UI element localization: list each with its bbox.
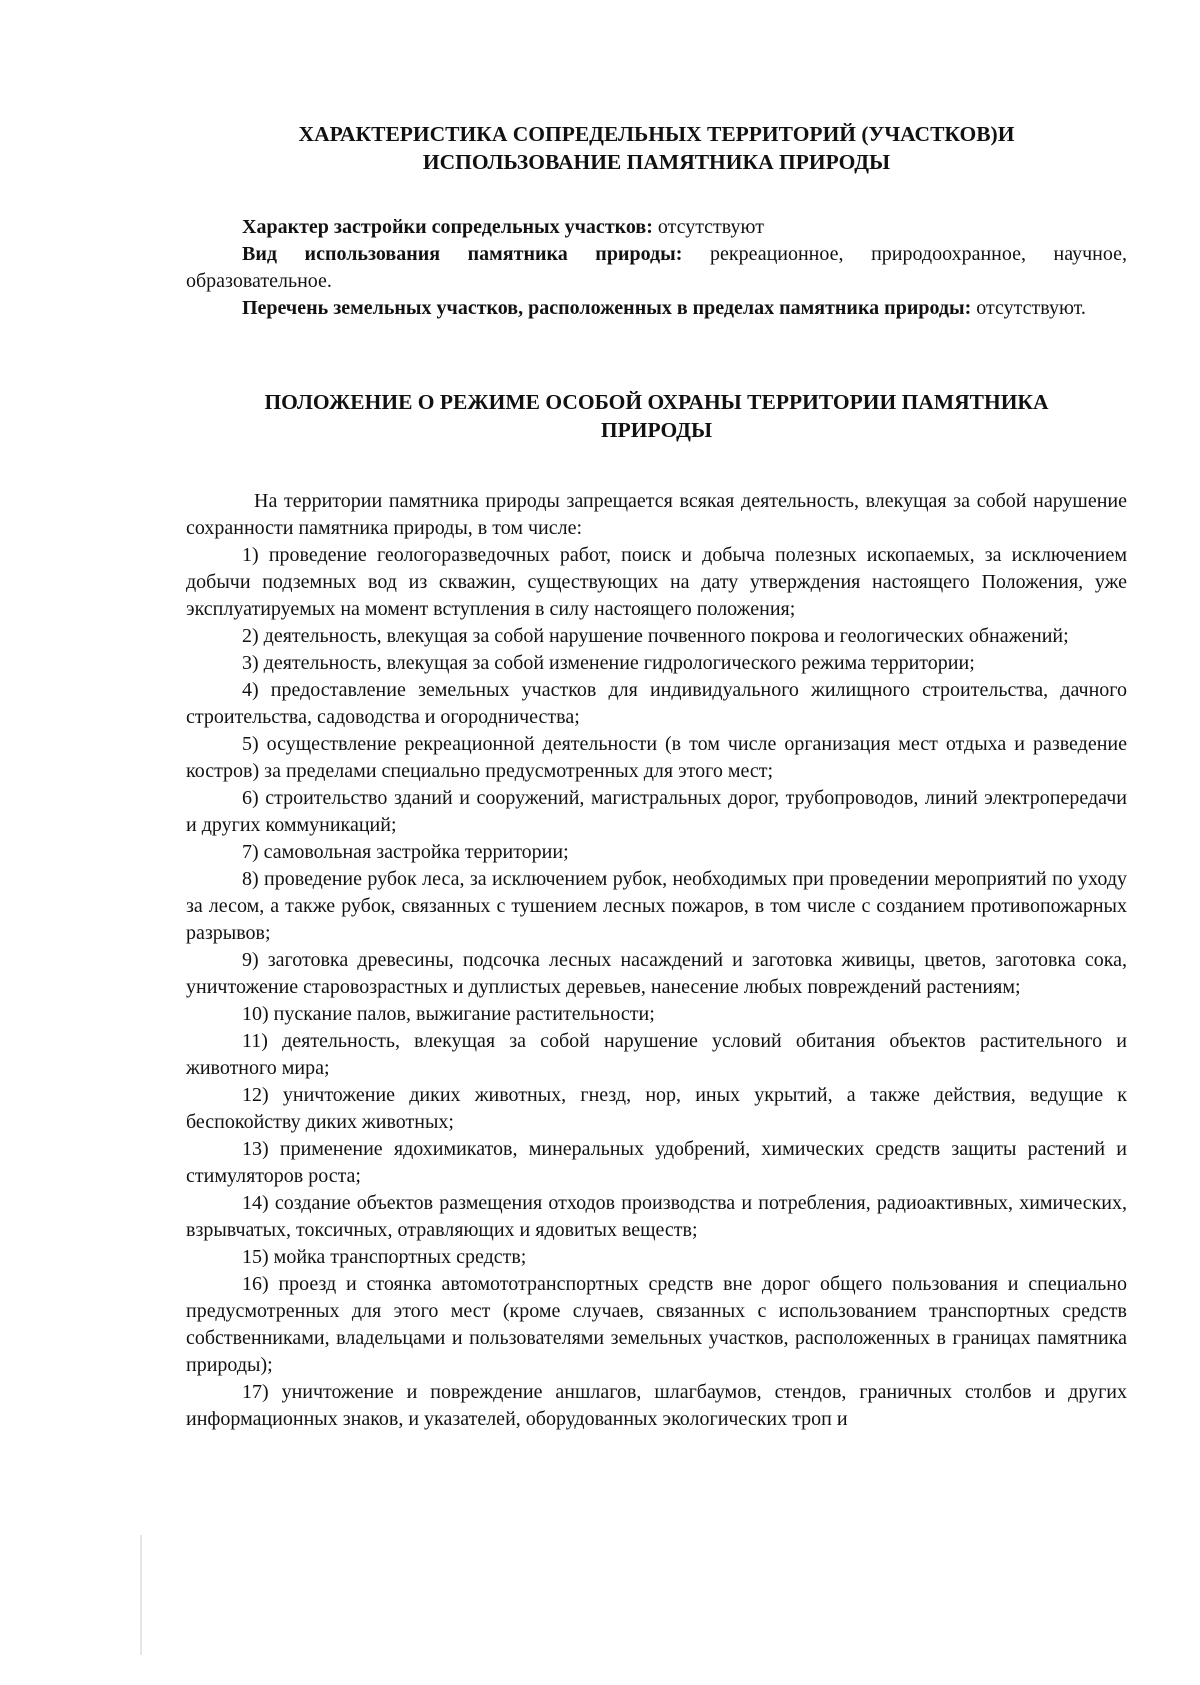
title-line: ХАРАКТЕРИСТИКА СОПРЕДЕЛЬНЫХ ТЕРРИТОРИЙ (УЧАСТКОВ)И: [298, 122, 1015, 146]
list-item: 16) проезд и стоянка автомототранспортных средств вне дорог общего пользования и специально предусмотренных для этого мест (кроме случаев, связанных с использованием транспортных средств собственниками, владельцами и пользователями земельных участков, расположенных в границах памятника природы);: [186, 1273, 1127, 1376]
field-land-plots-list: [186, 295, 1127, 322]
field-value: отсутствуют.: [971, 297, 1086, 319]
section-title-adjacent-territories: [186, 120, 1127, 176]
list-item: 12) уничтожение диких животных, гнезд, нор, иных укрытий, а также действия, ведущие к беспокойству диких животных;: [186, 1084, 1127, 1133]
field-label: Вид использования памятника природы:: [242, 243, 683, 265]
field-development-character: [186, 214, 1127, 241]
list-item: 4) предоставление земельных участков для индивидуального жилищного строительства, дачного строительства, садоводства и огородничества;: [186, 679, 1127, 728]
list-item: 5) осуществление рекреационной деятельности (в том числе организация мест отдыха и разведение костров) за пределами специально предусмотренных для этого мест;: [186, 733, 1127, 782]
list-item: 9) заготовка древесины, подсочка лесных насаждений и заготовка живицы, цветов, заготовка сока, уничтожение старовозрастных и дуплистых деревьев, нанесение любых повреждений растениям;: [186, 949, 1127, 998]
field-value: отсутствуют: [652, 216, 764, 238]
document-body: [186, 120, 1127, 1433]
field-value: рекреационное, природоохранное, научное, образовательное.: [186, 243, 1127, 292]
section-title-protection-regime: [186, 388, 1127, 444]
title-line: ПОЛОЖЕНИЕ О РЕЖИМЕ ОСОБОЙ ОХРАНЫ ТЕРРИТОРИИ ПАМЯТНИКА: [264, 390, 1049, 414]
list-item: 17) уничтожение и повреждение аншлагов, шлагбаумов, стендов, граничных столбов и других информационных знаков, и указателей, оборудованных экологических троп и: [186, 1381, 1127, 1430]
field-label: Характер застройки сопредельных участков:: [242, 216, 653, 238]
list-item: 3) деятельность, влекущая за собой изменение гидрологического режима территории;: [242, 652, 975, 674]
list-item: 13) применение ядохимикатов, минеральных удобрений, химических средств защиты растений и стимуляторов роста;: [186, 1138, 1127, 1187]
list-item: 14) создание объектов размещения отходов производства и потребления, радиоактивных, химических, взрывчатых, токсичных, отравляющих и ядовитых веществ;: [186, 1192, 1127, 1241]
list-item: 2) деятельность, влекущая за собой нарушение почвенного покрова и геологических обнажений;: [242, 625, 1069, 647]
list-item: 7) самовольная застройка территории;: [242, 841, 569, 863]
list-item: 15) мойка транспортных средств;: [242, 1246, 527, 1268]
title-line: ПРИРОДЫ: [600, 418, 713, 442]
field-usage-type: [186, 241, 1127, 295]
list-item: 8) проведение рубок леса, за исключением рубок, необходимых при проведении мероприятий по уходу за лесом, а также рубок, связанных с тушением лесных пожаров, в том числе с созданием противопожарных разрывов;: [186, 868, 1127, 944]
scan-edge-mark: [140, 1535, 142, 1655]
title-line: ИСПОЛЬЗОВАНИЕ ПАМЯТНИКА ПРИРОДЫ: [422, 150, 891, 174]
list-item: 1) проведение геологоразведочных работ, поиск и добыча полезных ископаемых, за исключением добычи подземных вод из скважин, существующих на дату утверждения настоящего Положения, уже эксплуатируемых на момент вступления в силу настоящего положения;: [186, 544, 1127, 620]
regime-intro: На территории памятника природы запрещается всякая деятельность, влекущая за собой нарушение сохранности памятника природы, в том числе:: [186, 490, 1127, 539]
list-item: 10) пускание палов, выжигание растительности;: [242, 1003, 655, 1025]
list-item: 6) строительство зданий и сооружений, магистральных дорог, трубопроводов, линий электропередачи и других коммуникаций;: [186, 787, 1127, 836]
field-label: Перечень земельных участков, расположенных в пределах памятника природы:: [242, 297, 972, 319]
list-item: 11) деятельность, влекущая за собой нарушение условий обитания объектов растительного и животного мира;: [186, 1030, 1127, 1079]
